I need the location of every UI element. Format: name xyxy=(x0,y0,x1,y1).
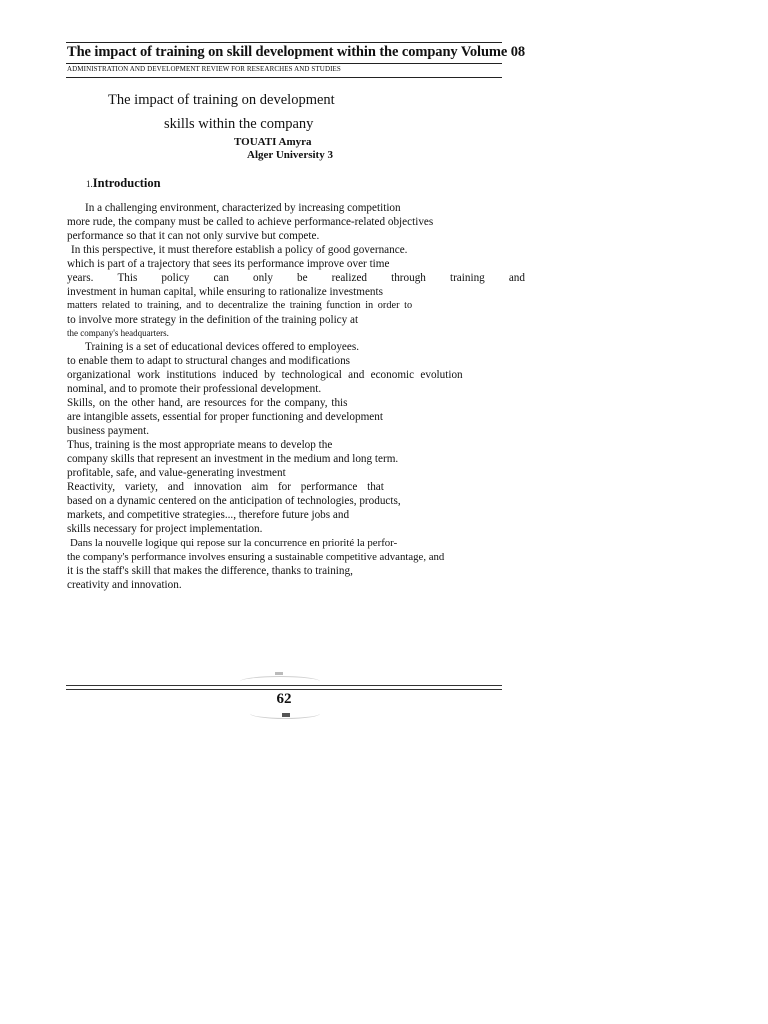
word: years. xyxy=(67,272,94,284)
body-line: which is part of a trajectory that sees its performance improve over time xyxy=(67,258,390,270)
word: through xyxy=(391,272,426,284)
word: can xyxy=(213,272,229,284)
word: training xyxy=(449,272,485,284)
body-line: Training is a set of educational devices offered to employees. xyxy=(85,341,360,353)
word: be xyxy=(297,272,308,284)
body-line: In this perspective, it must therefore establish a policy of good governance. xyxy=(71,244,408,256)
author-name: TOUATI Amyra xyxy=(234,136,312,148)
body-line: Skills, on the other hand, are resources for the company, this xyxy=(67,397,348,409)
running-header-title: The impact of training on skill development within the company Volume 08 xyxy=(67,44,526,60)
body-line: nominal, and to promote their professional development. xyxy=(67,383,322,395)
word: realized xyxy=(331,272,368,284)
header-top-rule xyxy=(66,42,502,43)
body-text xyxy=(67,201,537,592)
article-title-line-1: The impact of training on development xyxy=(108,92,335,108)
body-line: In a challenging environment, characterized by increasing competition xyxy=(85,202,401,214)
body-line: matters related to training, and to decentralize the training function in order to xyxy=(67,300,413,311)
body-line: more rude, the company must be called to achieve performance-related objectives xyxy=(67,216,434,228)
word: This xyxy=(117,272,138,284)
running-header-journal: ADMINISTRATION AND DEVELOPMENT REVIEW FOR RESEARCHES AND STUDIES xyxy=(67,65,341,73)
body-line: creativity and innovation. xyxy=(67,579,182,591)
header-middle-rule xyxy=(66,63,502,64)
footer-ornament-top xyxy=(275,672,283,675)
section-heading xyxy=(86,174,161,192)
footer-rule-lower xyxy=(66,689,502,690)
body-line: Reactivity, variety, and innovation aim for performance that xyxy=(67,481,384,493)
body-line: skills necessary for project implementation. xyxy=(67,523,263,535)
section-number: 1. xyxy=(86,179,93,189)
footer-ornament-bottom xyxy=(282,713,290,717)
body-line: to involve more strategy in the definition of the training policy at xyxy=(67,314,359,326)
header-bottom-rule xyxy=(66,77,502,78)
page-number: 62 xyxy=(276,691,292,707)
body-line: to enable them to adapt to structural changes and modifications xyxy=(67,355,351,367)
author-affiliation: Alger University 3 xyxy=(247,149,333,161)
body-line: the company's performance involves ensuring a sustainable competitive advantage, and xyxy=(67,551,445,563)
article-title-line-2: skills within the company xyxy=(164,116,314,132)
body-line: are intangible assets, essential for proper functioning and development xyxy=(67,411,383,423)
body-line: investment in human capital, while ensuring to rationalize investments xyxy=(67,286,383,298)
body-line: markets, and competitive strategies..., therefore future jobs and xyxy=(67,509,350,521)
body-line: business payment. xyxy=(67,425,150,437)
word: only xyxy=(253,272,273,284)
body-line: company skills that represent an investment in the medium and long term. xyxy=(67,453,399,465)
section-title: Introduction xyxy=(92,176,161,190)
body-line: organizational work institutions induced by technological and economic evolution xyxy=(67,369,463,381)
body-line: it is the staff's skill that makes the difference, thanks to training, xyxy=(67,565,353,577)
footer-rule-upper xyxy=(66,685,502,686)
body-line: based on a dynamic centered on the anticipation of technologies, products, xyxy=(67,495,401,507)
body-line: profitable, safe, and value-generating investment xyxy=(67,467,286,479)
body-line-justified xyxy=(67,271,525,285)
body-line: Thus, training is the most appropriate means to develop the xyxy=(67,439,333,451)
word: and xyxy=(508,272,525,284)
word: policy xyxy=(161,272,190,284)
body-line: Dans la nouvelle logique qui repose sur la concurrence en priorité la perfor- xyxy=(70,537,398,549)
body-line: the company's headquarters. xyxy=(67,328,169,338)
body-line: performance so that it can not only survive but compete. xyxy=(67,230,320,242)
